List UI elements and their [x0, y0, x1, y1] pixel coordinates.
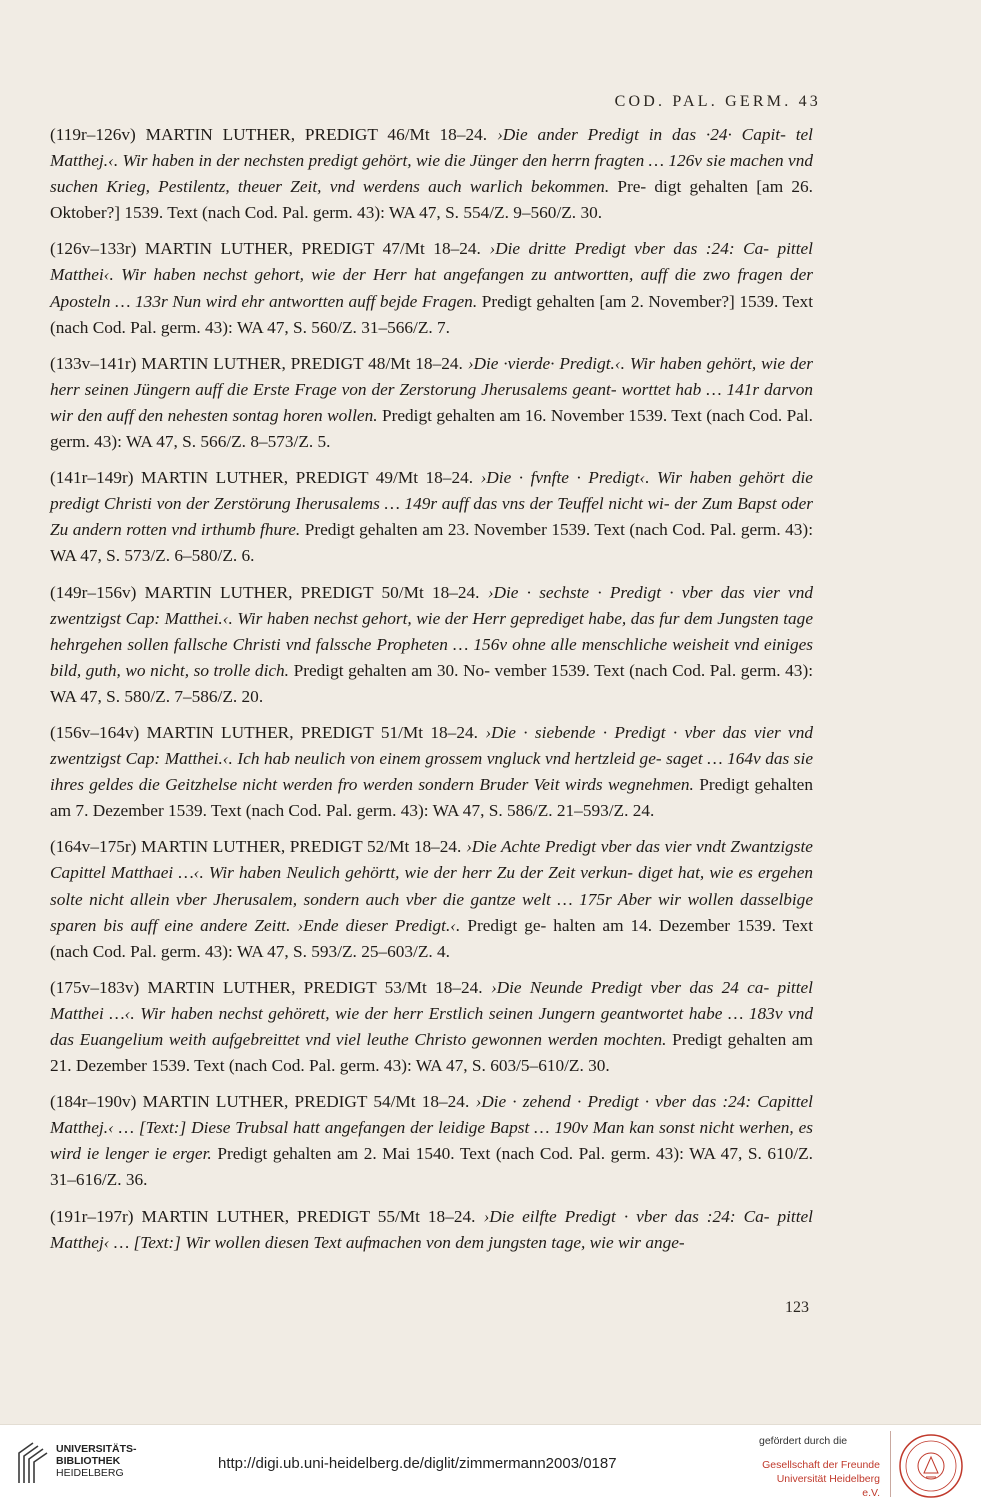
- entry-title: MARTIN LUTHER, PREDIGT 47/Mt 18–24.: [144, 239, 481, 259]
- sponsor-divider: [890, 1431, 891, 1497]
- folio-ref: (156v–164v): [50, 722, 140, 742]
- folio-ref: (119r–126v): [50, 125, 136, 144]
- entry-quote: ›Die Neunde Predigt vber das 24 ca- pittel Matthei …‹. Wir haben nechst gehörett, wie der herr Erstlich seinen Jungern geantwortet habe … 183v vnd das Euangelium weith aufgebreittet vnd viel leuthe Christo gewonnen werden mochten.: [50, 977, 813, 1049]
- catalog-entry: [50, 1089, 813, 1193]
- folio-ref: (175v–183v): [50, 977, 140, 997]
- catalog-entry: [50, 1204, 813, 1256]
- entry-title: MARTIN LUTHER, PREDIGT 51/Mt 18–24.: [146, 722, 478, 742]
- university-seal-icon: [898, 1433, 964, 1499]
- entry-title: MARTIN LUTHER, PREDIGT 49/Mt 18–24.: [141, 468, 474, 488]
- entry-quote: ›Die · siebende · Predigt · vber das vier vnd zwentzigst Cap: Matthei.‹. Ich hab neulich von einem grossem vngluck vnd hertzleid ge- saget … 164v das sie ihres geldes die Geitzhelse nicht werden fro werden sondern Bruder Veit wirds wegnehmen.: [50, 722, 813, 795]
- entry-quote: ›Die · fvnfte · Predigt‹. Wir haben gehört die predigt Christi von der Zerstörung Iherusalems … 149r auff das vns der Teuffel nicht wi- der Zum Bapst oder Zu andern rotten vnd irthumb fhure.: [50, 468, 813, 540]
- catalog-entries: [50, 122, 813, 1266]
- catalog-entry: [50, 720, 813, 824]
- entry-details: Predigt gehalten am 23. November 1539. Text (nach Cod. Pal. germ. 43): WA 47, S. 573/Z. 6–580/Z. 6.: [50, 520, 813, 566]
- entry-details: Predigt gehalten [am 2. November?] 1539. Text (nach Cod. Pal. germ. 43): WA 47, S. 560/Z. 31–566/Z. 7.: [50, 291, 814, 337]
- folio-ref: (141r–149r): [50, 468, 134, 488]
- entry-quote: ›Die · zehend · Predigt · vber das :24: Capittel Matthej.‹ … [Text:] Diese Trubsal hatt angefangen der leidige Bapst … 190v Man kan sonst nicht werhen, es wird ie lenger ie erger.: [50, 1092, 813, 1164]
- library-name: [56, 1443, 137, 1479]
- entry-details: Predigt ge- halten am 14. Dezember 1539. Text (nach Cod. Pal. germ. 43): WA 47, S. 593/Z. 25–603/Z. 4.: [50, 915, 814, 961]
- entry-details: Predigt gehalten am 7. Dezember 1539. Text (nach Cod. Pal. germ. 43): WA 47, S. 586/Z. 21–593/Z. 24.: [50, 775, 813, 821]
- entry-details: Predigt gehalten am 21. Dezember 1539. Text (nach Cod. Pal. germ. 43): WA 47, S. 603/5–610/Z. 30.: [50, 1030, 813, 1076]
- permalink-url[interactable]: http://digi.ub.uni-heidelberg.de/diglit/zimmermann2003/0187: [218, 1455, 617, 1472]
- entry-details: Predigt gehalten am 2. Mai 1540. Text (nach Cod. Pal. germ. 43): WA 47, S. 610/Z. 31–616/Z. 36.: [50, 1144, 814, 1190]
- entry-quote: ›Die Achte Predigt vber das vier vndt Zwantzigste Capittel Matthaei …‹. Wir haben Neulich gehörtt, wie der herr Zu der Zeit verkun- diget hat, wie es ergehen solte nicht allein vber Jherusalem, sondern auch vber die gantze welt … 175r Aber wir wollen dasselbige sparen bis auff eine andere Zeitt. ›Ende dieser Predigt.‹.: [50, 837, 813, 935]
- sponsor-name: [758, 1458, 880, 1500]
- library-name-line: UNIVERSITÄTS-: [56, 1443, 137, 1455]
- entry-title: MARTIN LUTHER, PREDIGT 46/Mt 18–24.: [145, 125, 488, 144]
- library-name-line: HEIDELBERG: [56, 1467, 124, 1479]
- ub-logo-icon: [13, 1439, 49, 1485]
- entry-details: Predigt gehalten am 16. November 1539. Text (nach Cod. Pal. germ. 43): WA 47, S. 566/Z. 8–573/Z. 5.: [50, 405, 813, 452]
- entry-quote: ›Die eilfte Predigt · vber das :24: Ca- pittel Matthej‹ … [Text:] Wir wollen diesen Text aufmachen von dem jungsten tage, wie wir ange-: [50, 1206, 813, 1252]
- sponsor-name-line: Universität Heidelberg e.V.: [776, 1473, 880, 1499]
- entry-title: MARTIN LUTHER, PREDIGT 52/Mt 18–24.: [140, 837, 462, 857]
- catalog-entry: [50, 236, 813, 340]
- entry-title: MARTIN LUTHER, PREDIGT 55/Mt 18–24.: [141, 1206, 476, 1226]
- running-head: COD. PAL. GERM. 43: [614, 93, 821, 110]
- folio-ref: (164v–175r): [50, 837, 137, 857]
- folio-ref: (149r–156v): [50, 582, 137, 602]
- catalog-entry: [50, 465, 813, 569]
- sponsor-label: gefördert durch die: [759, 1435, 848, 1447]
- sponsor-name-line: Gesellschaft der Freunde: [762, 1459, 880, 1471]
- catalog-entry: [50, 975, 813, 1079]
- entry-title: MARTIN LUTHER, PREDIGT 53/Mt 18–24.: [147, 977, 483, 997]
- folio-ref: (191r–197r): [50, 1206, 134, 1226]
- folio-ref: (133v–141r): [50, 353, 137, 373]
- entry-quote: ›Die · sechste · Predigt · vber das vier vnd zwentzigst Cap: Matthei.‹. Wir haben nechst gehort, wie der Herr geprediget habe, das fur dem Jungsten tage hehrgehen sollen fallsche Christi vnd falssche Propheten … 156v ohne alle menschliche weisheit vnd einiges bild, guth, wo nicht, so trolle dich.: [50, 582, 813, 680]
- entry-quote: ›Die dritte Predigt vber das :24: Ca- pittel Matthei‹. Wir haben nechst gehort, wie der Herr hat angefangen zu antwortten, auff die zwo fragen der Aposteln … 133r Nun wird ehr antwortten auff bejde Fragen.: [50, 239, 813, 311]
- catalog-entry: [50, 834, 813, 964]
- page-number: 123: [785, 1299, 809, 1316]
- folio-ref: (184r–190v): [50, 1092, 137, 1112]
- entry-quote: ›Die ·vierde· Predigt.‹. Wir haben gehört, wie der herr seinen Jüngern auff die Erste Frage von der Zerstorung Jherusalems geant- worttet hab … 141r darvon wir den auff den nehesten sontag horen wollen.: [50, 353, 814, 425]
- entry-title: MARTIN LUTHER, PREDIGT 54/Mt 18–24.: [142, 1092, 470, 1112]
- folio-ref: (126v–133r): [50, 239, 137, 259]
- catalog-entry: [50, 122, 813, 226]
- entry-title: MARTIN LUTHER, PREDIGT 50/Mt 18–24.: [144, 582, 480, 602]
- catalog-entry: [50, 351, 813, 455]
- entry-title: MARTIN LUTHER, PREDIGT 48/Mt 18–24.: [141, 353, 463, 373]
- entry-details: Pre- digt gehalten [am 26. Oktober?] 1539. Text (nach Cod. Pal. germ. 43): WA 47, S. 554/Z. 9–560/Z. 30.: [50, 177, 813, 223]
- catalog-entry: [50, 580, 813, 710]
- entry-quote: ›Die ander Predigt in das ·24· Capit- tel Matthej.‹. Wir haben in der nechsten predigt gehört, wie die Jünger den herrn fragten … 126v sie machen vnd suchen Krieg, Pestilentz, theuer Zeit, vnd werdens auch warlich bekommen.: [50, 125, 813, 197]
- library-name-line: BIBLIOTHEK: [56, 1455, 121, 1467]
- entry-details: Predigt gehalten am 30. No- vember 1539. Text (nach Cod. Pal. germ. 43): WA 47, S. 580/Z. 7–586/Z. 20.: [50, 660, 814, 706]
- viewer-footer: [0, 1424, 981, 1503]
